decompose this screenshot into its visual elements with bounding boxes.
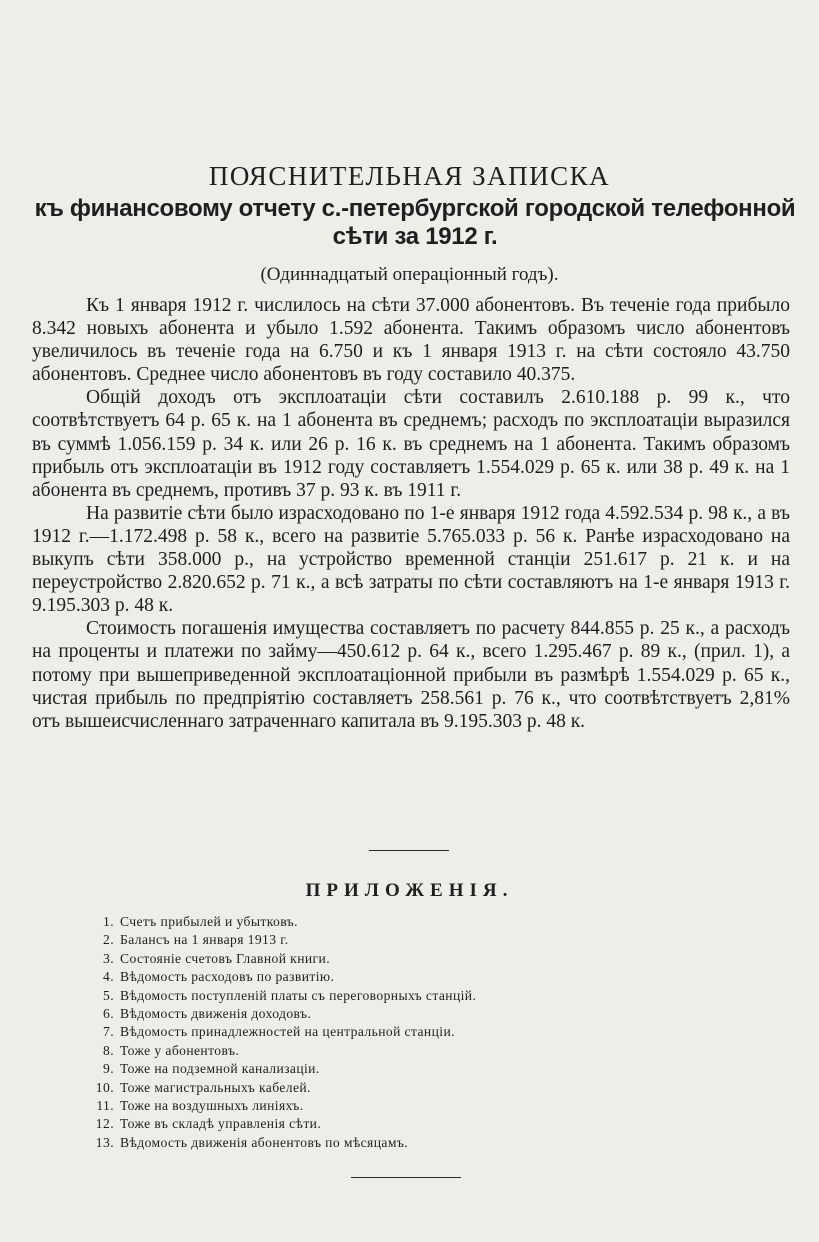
item-number: 7.	[103, 1024, 114, 1040]
item-text: Вѣдомость поступленій платы съ переговорныхъ станцій.	[120, 987, 477, 1003]
item-text: Тоже на воздушныхъ линіяхъ.	[120, 1098, 304, 1114]
item-number: 9.	[103, 1061, 114, 1077]
list-item	[80, 950, 720, 968]
year-note: (Одиннадцатый операціонный годъ).	[260, 264, 559, 285]
item-number: 13.	[95, 1134, 114, 1150]
item-text: Счетъ прибылей и убытковъ.	[120, 914, 298, 929]
list-item	[80, 931, 720, 949]
item-text: Тоже магистральныхъ кабелей.	[120, 1079, 311, 1095]
item-number: 8.	[103, 1042, 114, 1058]
divider	[369, 850, 449, 851]
item-number: 12.	[95, 1116, 114, 1132]
appendices-list	[80, 913, 720, 1152]
item-number: 10.	[95, 1079, 114, 1095]
divider	[351, 1177, 461, 1178]
item-number: 1.	[103, 914, 114, 929]
paragraph: Стоимость погашенія имущества составляетъ по расчету 844.855 р. 25 к., а расходъ на проценты и платежи по займу—450.612 р. 64 к., всего 1.295.467 р. 89 к., (прил. 1), а потому при вышеприведенной эксплоатаціонной прибыли въ размѣрѣ 1.554.029 р. 65 к., чистая прибыль по предпріятію составляетъ 258.561 р. 76 к., что соотвѣтствуетъ 2,81% отъ вышеисчисленнаго затраченнаго капитала въ 9.195.303 р. 48 к.	[32, 618, 790, 732]
item-number: 6.	[103, 1006, 114, 1022]
list-item	[80, 913, 720, 931]
list-item	[80, 1023, 720, 1041]
appendices-heading: ПРИЛОЖЕНІЯ.	[305, 880, 514, 901]
item-text: Вѣдомость принадлежностей на центральной станціи.	[120, 1024, 455, 1040]
item-text: Вѣдомость расходовъ по развитію.	[120, 969, 335, 985]
list-item	[80, 1134, 720, 1152]
list-item	[80, 1042, 720, 1060]
paragraph: Общій доходъ отъ эксплоатаціи сѣти составилъ 2.610.188 р. 99 к., что соотвѣтствуетъ 64 р. 65 к. на 1 абонента въ среднемъ; расходъ по эксплоатаціи выразился въ суммѣ 1.056.159 р. 34 к. или 26 р. 16 к. въ среднемъ на 1 абонента. Такимъ образомъ прибыль отъ эксплоатаціи въ 1912 году составляетъ 1.554.029 р. 65 к. или 38 р. 49 к. на 1 абонента въ среднемъ, противъ 37 р. 93 к. въ 1911 г.	[32, 387, 790, 501]
list-item	[80, 968, 720, 986]
item-number: 4.	[103, 969, 114, 985]
item-number: 11.	[96, 1098, 114, 1114]
item-text: Вѣдомость движенія абонентовъ по мѣсяцамъ.	[120, 1134, 409, 1150]
list-item	[80, 987, 720, 1005]
item-text: Тоже у абонентовъ.	[120, 1042, 240, 1058]
item-number: 3.	[103, 950, 114, 966]
list-item	[80, 1115, 720, 1133]
paragraph: Къ 1 января 1912 г. числилось на сѣти 37.000 абонентовъ. Въ теченіе года прибыло 8.342 новыхъ абонента и убыло 1.592 абонента. Такимъ образомъ число абонентовъ увеличилось въ теченіе года на 6.750 и къ 1 января 1913 г. на сѣти состояло 43.750 абонентовъ. Среднее число абонентовъ въ году составило 40.375.	[32, 295, 790, 386]
document-subtitle: къ финансовому отчету с.-петербургской городской телефонной сѣти за 1912 г.	[34, 195, 796, 250]
item-text: Вѣдомость движенія доходовъ.	[120, 1006, 312, 1022]
item-text: Состояніе счетовъ Главной книги.	[120, 950, 330, 966]
item-text: Тоже въ складѣ управленія сѣти.	[120, 1116, 322, 1132]
list-item	[80, 1079, 720, 1097]
item-text: Тоже на подземной канализаціи.	[120, 1061, 320, 1077]
item-number: 5.	[103, 987, 114, 1003]
item-number: 2.	[103, 932, 114, 948]
list-item	[80, 1005, 720, 1023]
body-text	[32, 294, 790, 733]
paragraph: На развитіе сѣти было израсходовано по 1-е января 1912 года 4.592.534 р. 98 к., а въ 1912 г.—1.172.498 р. 58 к., всего на развитіе 5.765.033 р. 56 к. Ранѣе израсходовано на выкупъ сѣти 358.000 р., на устройство временной станціи 251.617 р. 21 к. и на переустройство 2.820.652 р. 71 к., а всѣ затраты по сѣти составляютъ на 1-е января 1913 г. 9.195.303 р. 48 к.	[32, 502, 790, 617]
list-item	[80, 1097, 720, 1115]
list-item	[80, 1060, 720, 1078]
document-title: ПОЯСНИТЕЛЬНАЯ ЗАПИСКА	[208, 161, 611, 192]
item-text: Балансъ на 1 января 1913 г.	[120, 932, 289, 948]
